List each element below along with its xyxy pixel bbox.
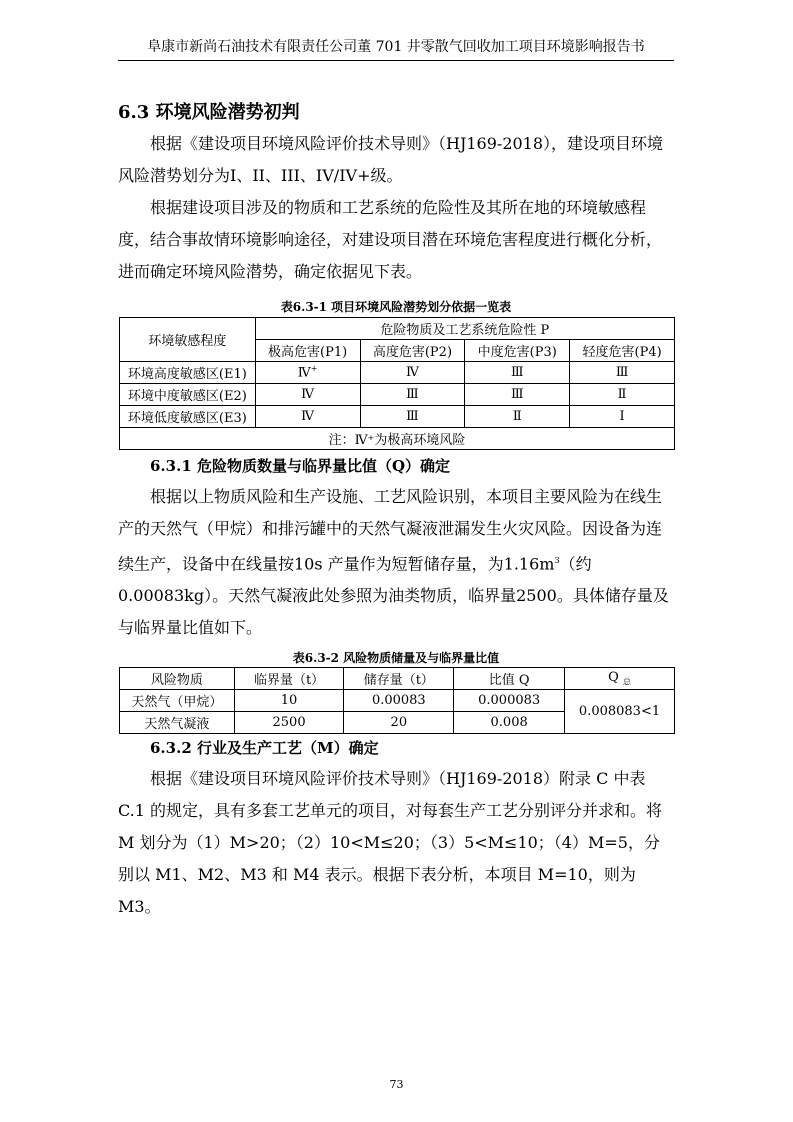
table-cell: 0.008 (454, 712, 565, 734)
column-header: 高度危害(P2) (360, 340, 465, 362)
table-cell: Ⅱ (465, 406, 570, 428)
table-note: 注：Ⅳ⁺为极高环境风险 (120, 428, 675, 450)
table-row (120, 362, 675, 384)
table-cell: Ⅰ (570, 406, 675, 428)
table-cell: 0.000083 (454, 690, 565, 712)
page-number: 73 (389, 1078, 404, 1091)
subsection-title-2: 6.3.2 行业及生产工艺（M）确定 (150, 739, 379, 757)
row-label: 环境中度敏感区(E2) (120, 384, 256, 406)
table-cell: Ⅱ (570, 384, 675, 406)
table-row (120, 384, 675, 406)
table-cell: Ⅳ+ (255, 362, 360, 384)
column-header: 储存量（t） (344, 668, 454, 690)
table1-caption: 表6.3-1 项目环境风险潜势划分依据一览表 (280, 300, 512, 314)
table-cell: 20 (344, 712, 454, 734)
table-cell: 天然气凝液 (120, 712, 235, 734)
column-header: 比值 Q (454, 668, 565, 690)
table-cell: Ⅲ (465, 384, 570, 406)
table-cell: 0.00083 (344, 690, 454, 712)
row-label: 环境低度敏感区(E3) (120, 406, 256, 428)
table-cell: Ⅳ (255, 406, 360, 428)
table-cell: Ⅳ (255, 384, 360, 406)
total-cell: 0.008083<1 (565, 690, 675, 734)
page-header: 阜康市新尚石油技术有限责任公司董 701 井零散气回收加工项目环境影响报告书 (118, 36, 674, 61)
column-header: 极高危害(P1) (255, 340, 360, 362)
section-title: 6.3 环境风险潜势初判 (118, 102, 300, 123)
column-header: 中度危害(P3) (465, 340, 570, 362)
table2-caption: 表6.3-2 风险物质储量及与临界量比值 (292, 651, 500, 665)
paragraph-3: 根据以上物质风险和生产设施、工艺风险识别，本项目主要风险为在线生产的天然气（甲烷）和排污罐中的天然气凝液泄漏发生火灾风险。因设备为连续生产，设备中在线量按10s 产量作为短暂储存量，为$1.16m^3$（约0.00083kg）。天然气凝液此处参照为油类物质，临界量2500。具体储存量及与临界量比值如下。 (118, 487, 669, 638)
table-cell: Ⅲ (465, 362, 570, 384)
table-row (120, 690, 675, 712)
column-header: Q $_总$ (565, 668, 675, 690)
table-cell: 2500 (234, 712, 344, 734)
table-cell: 10 (234, 690, 344, 712)
table-cell: 天然气（甲烷） (120, 690, 235, 712)
paragraph-1: 根据《建设项目环境风险评价技术导则》（HJ169-2018），建设项目环境风险潜势划分为I、II、III、IV/IV+级。 (118, 134, 664, 185)
table-cell: Ⅲ (360, 384, 465, 406)
paragraph-2: 根据建设项目涉及的物质和工艺系统的危险性及其所在地的环境敏感程 度，结合事故情环境影响途径，对建设项目潜在环境危害程度进行概化分析， 进而确定环境风险潜势，确定依据见下表。 (118, 198, 663, 281)
column-header: 临界量（t） (234, 668, 344, 690)
table-cell: Ⅲ (570, 362, 675, 384)
column-header: 风险物质 (120, 668, 235, 690)
risk-potential-table (119, 317, 675, 450)
subsection-title-1: 6.3.1 危险物质数量与临界量比值（Q）确定 (150, 457, 451, 475)
row-label: 环境高度敏感区(E1) (120, 362, 256, 384)
row-header: 环境敏感程度 (120, 318, 256, 362)
table-cell: Ⅳ (360, 362, 465, 384)
table-cell: Ⅲ (360, 406, 465, 428)
column-header: 轻度危害(P4) (570, 340, 675, 362)
table-row (120, 406, 675, 428)
hazard-ratio-table (119, 667, 675, 734)
paragraph-4: 根据《建设项目环境风险评价技术导则》（HJ169-2018）附录 C 中表 C.1 的规定，具有多套工艺单元的项目，对每套生产工艺分别评分并求和。将 M 划分为（1）M>20；（2）10<M≤20；（3）5<M≤10；（4）M=5，分别以 M1、M2、M3 和 M4 表示。根据下表分析，本项目 M=10，则为 M3。 (118, 769, 663, 916)
group-header: 危险物质及工艺系统危险性 P (255, 318, 674, 340)
